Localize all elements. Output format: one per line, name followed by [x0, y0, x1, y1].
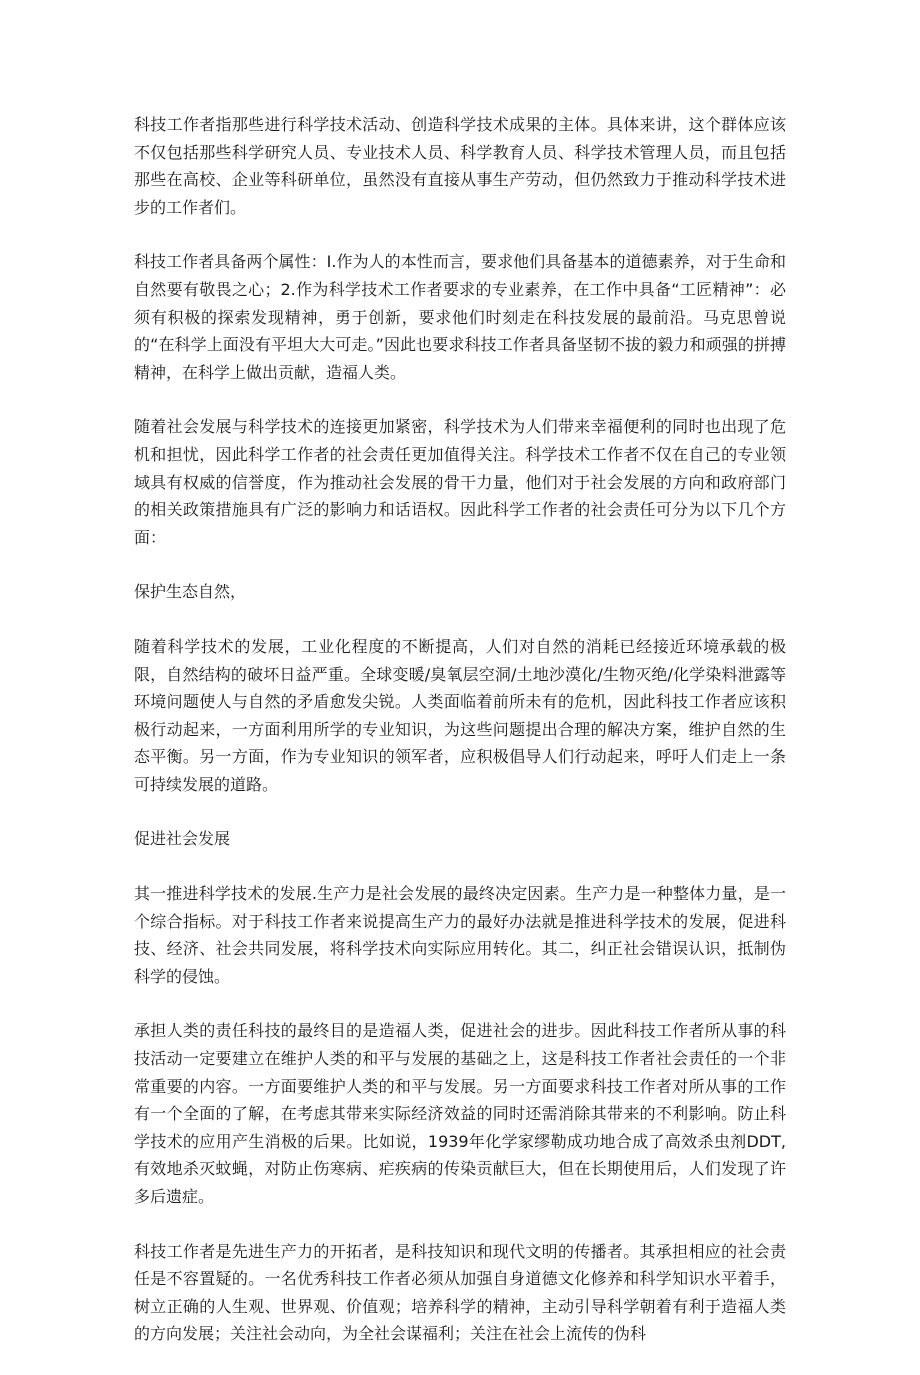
document-body [134, 111, 786, 1375]
section-heading-protect-ecology: 保护生态自然， [134, 582, 247, 602]
paragraph-conclusion: 科技工作者是先进生产力的开拓者，是科技知识和现代文明的传播者。其承担相应的社会责任是不容置疑的。一名优秀科技工作者必须从加强自身道德文化修养和科学知识水平着手，树立正确的人生观、世界观、价值观；培养科学的精神，主动引导科学朝着有利于造福人类的方向发展；关注社会动向，为全社会谋福利；关注在社会上流传的伪科 [134, 1241, 786, 1344]
section-heading-social-development: 促进社会发展 [134, 829, 231, 849]
paragraph-ecology: 随着科学技术的发展，工业化程度的不断提高，人们对自然的消耗已经接近环境承载的极限，自然结构的破坏日益严重。全球变暖/臭氧层空洞/土地沙漠化/生物灭绝/化学染料泄露等环境问题使人与自然的矛盾愈发尖锐。人类面临着前所未有的危机，因此科技工作者应该积极行动起来，一方面利用所学的专业知识，为这些问题提出合理的解决方案，维护自然的生态平衡。另一方面，作为专业知识的领军者，应积极倡导人们行动起来，呼吁人们走上一条可持续发展的道路。 [134, 636, 786, 794]
paragraph-attributes: 科技工作者具备两个属性：I.作为人的本性而言，要求他们具备基本的道德素养，对于生命和自然要有敬畏之心；2.作为科学技术工作者要求的专业素养，在工作中具备“工匠精神”：必须有积极的探索发现精神，勇于创新，要求他们时刻走在科技发展的最前沿。马克思曾说的“在科学上面没有平坦大大可走。”因此也要求科技工作者具备坚韧不拔的毅力和顽强的拼搏精神，在科学上做出贡献，造福人类。 [134, 252, 786, 382]
paragraph-social-development: 其一推进科学技术的发展.生产力是社会发展的最终决定因素。生产力是一种整体力量，是一个综合指标。对于科技工作者来说提高生产力的最好办法就是推进科学技术的发展，促进科技、经济、社会共同发展，将科学技术向实际应用转化。其二，纠正社会错误认识，抵制伪科学的侵蚀。 [134, 884, 786, 986]
paragraph-human-responsibility: 承担人类的责任科技的最终目的是造福人类，促进社会的进步。因此科技工作者所从事的科技活动一定要建立在维护人类的和平与发展的基础之上，这是科技工作者社会责任的一个非常重要的内容。一方面要维护人类的和平与发展。另一方面要求科技工作者对所从事的工作有一个全面的了解，在考虑其带来实际经济效益的同时还需消除其带来的不利影响。防止科学技术的应用产生消极的后果。比如说，1939年化学家缪勒成功地合成了高效杀虫剂DDT,有效地杀灭蚊蝇，对防止伤寒病、疟疾病的传染贡献巨大，但在长期使用后，人们发现了许多后遗症。 [134, 1021, 786, 1206]
paragraph-social-responsibility: 随着社会发展与科学技术的连接更加紧密，科学技术为人们带来幸福便利的同时也出现了危机和担忧，因此科学工作者的社会责任更加值得关注。科学技术工作者不仅在自己的专业领域具有权威的信誉度，作为推动社会发展的骨干力量，他们对于社会发展的方向和政府部门的相关政策措施具有广泛的影响力和话语权。因此科学工作者的社会责任可分为以下几个方面： [134, 417, 786, 547]
paragraph-definition: 科技工作者指那些进行科学技术活动、创造科学技术成果的主体。具体来讲，这个群体应该不仅包括那些科学研究人员、专业技术人员、科学教育人员、科学技术管理人员，而且包括那些在高校、企业等科研单位，虽然没有直接从事生产劳动，但仍然致力于推动科学技术进步的工作者们。 [134, 115, 786, 217]
